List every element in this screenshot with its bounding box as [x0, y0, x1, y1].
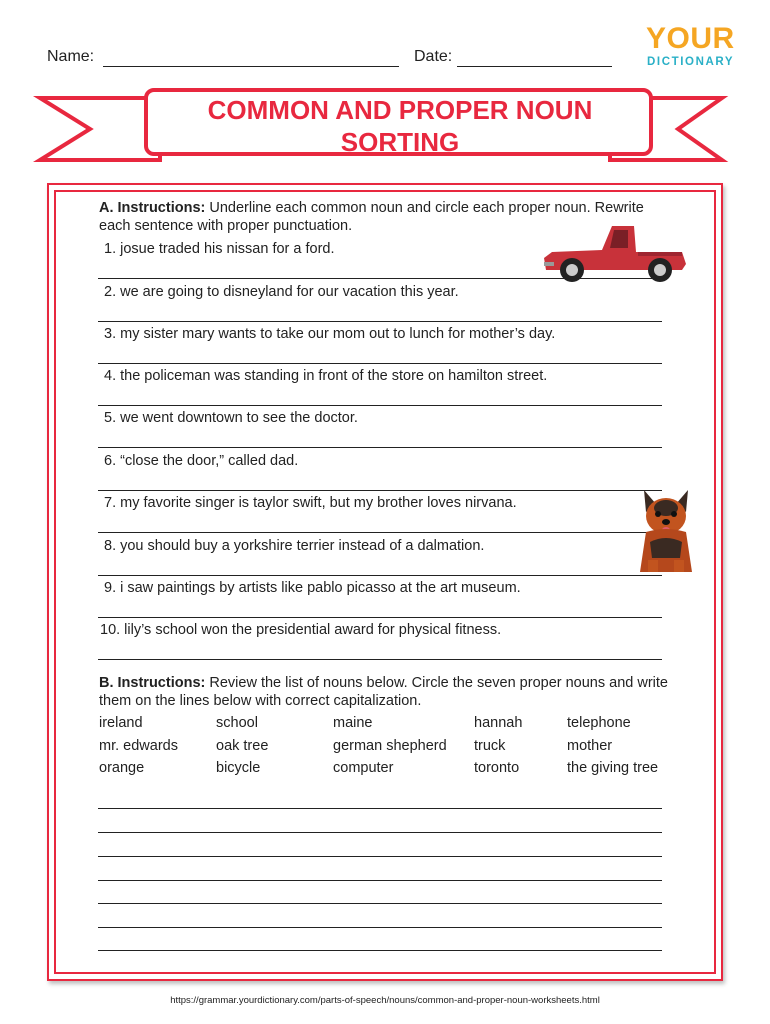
answer-line[interactable] — [98, 880, 662, 881]
sentence-item: 8. you should buy a yorkshire terrier instead of a dalmation. — [104, 538, 485, 554]
answer-line[interactable] — [98, 575, 662, 576]
sentence-item: 10. lily’s school won the presidential award for physical fitness. — [100, 622, 502, 638]
answer-line[interactable] — [98, 617, 662, 618]
noun-word: mr. edwards — [99, 738, 178, 754]
sentence-item: 2. we are going to disneyland for our vacation this year. — [104, 284, 459, 300]
noun-word: toronto — [474, 760, 520, 776]
answer-line[interactable] — [98, 832, 662, 833]
title-line-1: COMMON AND PROPER NOUN — [207, 95, 593, 125]
noun-word: school — [216, 715, 258, 731]
noun-word: the giving tree — [567, 760, 659, 776]
sentence-item: 6. “close the door,” called dad. — [104, 453, 299, 469]
noun-word: computer — [333, 760, 394, 776]
sentence-item: 5. we went downtown to see the doctor. — [104, 410, 358, 426]
answer-line[interactable] — [98, 490, 662, 491]
noun-word: orange — [99, 760, 145, 776]
answer-line[interactable] — [98, 856, 662, 857]
worksheet-title — [150, 94, 650, 158]
section-b-heading: B. Instructions: — [99, 675, 206, 691]
noun-word: german shepherd — [333, 738, 447, 754]
section-a-text: Underline each common noun and circle each proper noun. Rewrite each sentence with proper punctuation. — [99, 200, 644, 234]
logo-word-your: YOUR — [646, 22, 735, 55]
source-url[interactable]: https://grammar.yourdictionary.com/parts-of-speech/nouns/common-and-proper-noun-worksheets.html — [170, 995, 600, 1006]
sentence-item: 1. josue traded his nissan for a ford. — [104, 241, 335, 257]
noun-word: maine — [333, 715, 373, 731]
noun-word: oak tree — [216, 738, 269, 754]
name-line[interactable] — [103, 66, 399, 67]
answer-line[interactable] — [98, 321, 662, 322]
answer-line[interactable] — [98, 659, 662, 660]
answer-line[interactable] — [98, 363, 662, 364]
yorkshire-terrier-illustration — [636, 486, 696, 576]
answer-line[interactable] — [98, 808, 662, 809]
pickup-truck-illustration — [542, 222, 690, 286]
sentence-item: 7. my favorite singer is taylor swift, but my brother loves nirvana. — [104, 495, 517, 511]
title-line-2: SORTING — [340, 127, 460, 157]
date-line[interactable] — [457, 66, 612, 67]
noun-word: hannah — [474, 715, 523, 731]
answer-line[interactable] — [98, 950, 662, 951]
name-label: Name: — [47, 48, 95, 65]
answer-line[interactable] — [98, 903, 662, 904]
banner-left-tail — [40, 98, 160, 160]
section-b-text: Review the list of nouns below. Circle the seven proper nouns and write them on the lines below with correct capitalization. — [99, 675, 668, 709]
date-label: Date: — [414, 48, 453, 65]
noun-word: truck — [474, 738, 506, 754]
yourdictionary-logo — [640, 24, 744, 70]
noun-word: mother — [567, 738, 613, 754]
sentence-item: 4. the policeman was standing in front of the store on hamilton street. — [104, 368, 548, 384]
sentence-item: 3. my sister mary wants to take our mom out to lunch for mother’s day. — [104, 326, 556, 342]
answer-line[interactable] — [98, 447, 662, 448]
noun-word: ireland — [99, 715, 143, 731]
answer-line[interactable] — [98, 532, 662, 533]
section-b-instructions — [99, 675, 674, 710]
sentence-item: 9. i saw paintings by artists like pablo picasso at the art museum. — [104, 580, 521, 596]
noun-word: bicycle — [216, 760, 261, 776]
section-a-heading: A. Instructions: — [99, 200, 206, 216]
logo-word-dictionary: DICTIONARY — [647, 56, 735, 68]
answer-line[interactable] — [98, 927, 662, 928]
answer-line[interactable] — [98, 405, 662, 406]
noun-word: telephone — [567, 715, 631, 731]
